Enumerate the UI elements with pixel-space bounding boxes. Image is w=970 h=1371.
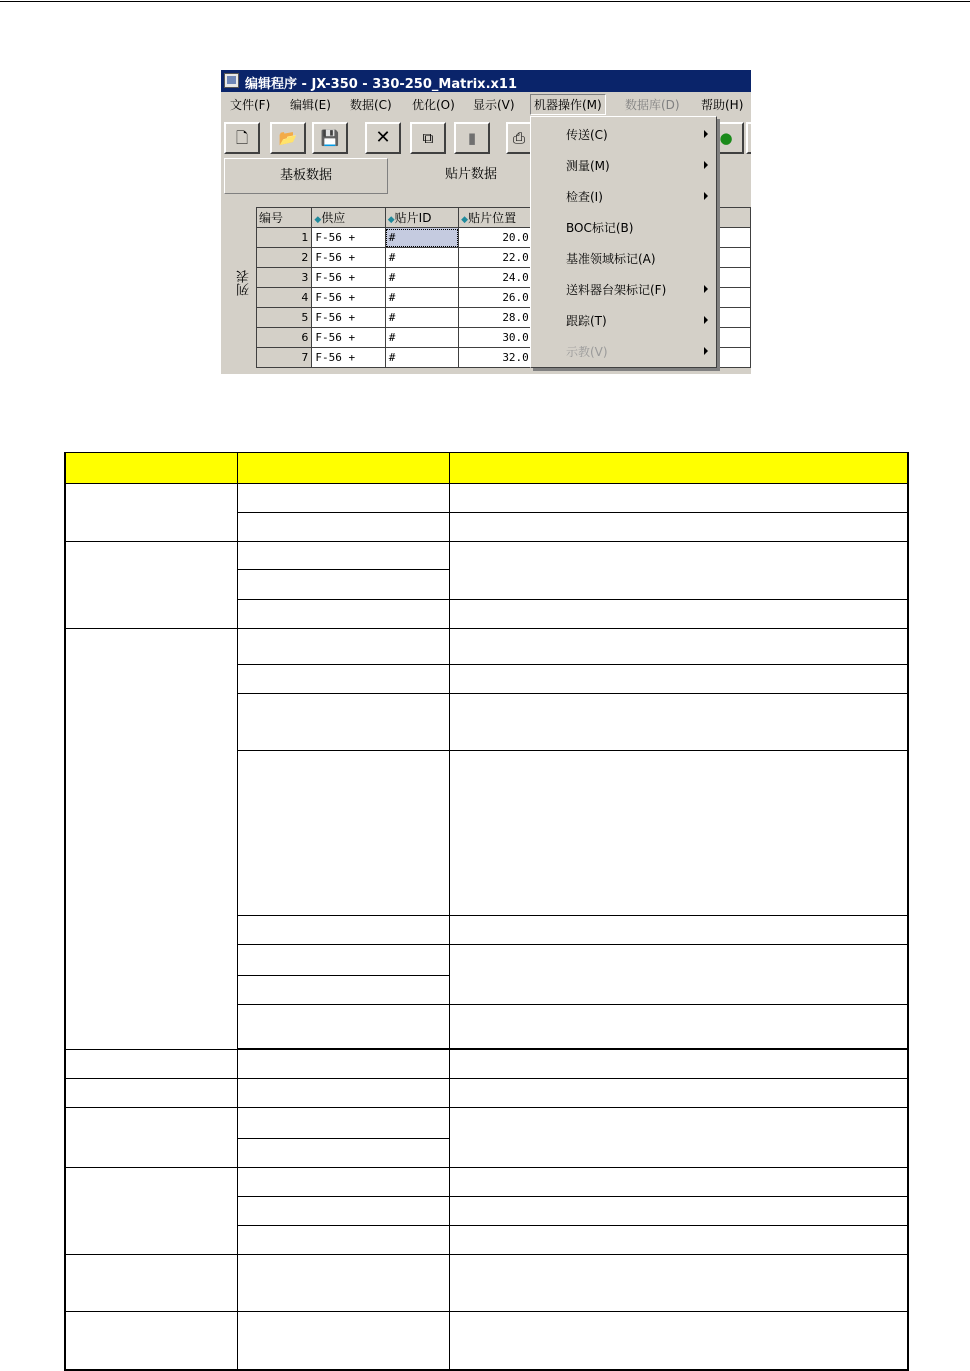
tab-placement-data[interactable]: 贴片数据 [389, 158, 553, 194]
cell-part-id[interactable]: # [385, 228, 458, 248]
spec-cell [237, 1197, 449, 1226]
spec-cell [449, 916, 908, 945]
cell-part-id[interactable]: # [385, 248, 458, 268]
menu-bar [221, 92, 751, 116]
cell-position[interactable]: 32.0 [459, 348, 533, 368]
row-number: 1 [257, 228, 312, 248]
paste-icon: ▮ [467, 129, 477, 147]
row-number: 5 [257, 308, 312, 328]
cell-supply[interactable]: F-56 + [312, 268, 385, 288]
spec-cell [237, 1005, 449, 1049]
spec-cell [449, 1079, 908, 1108]
cell-part-id[interactable]: # [385, 308, 458, 328]
menu-item-teach[interactable]: 示教(V) [566, 345, 608, 359]
menu-data[interactable]: 数据(C) [350, 98, 392, 112]
spec-cell [65, 1079, 237, 1108]
sort-icon: ◆ [387, 215, 395, 225]
spec-cell [237, 751, 449, 916]
menu-item-inspect[interactable]: 检查(I) [566, 190, 603, 204]
cell-supply[interactable]: F-56 + [312, 308, 385, 328]
spec-cell [237, 976, 449, 1005]
spec-header-cell [237, 453, 449, 484]
run-icon: ● [719, 129, 733, 147]
spec-cell [449, 1226, 908, 1255]
cell-part-id[interactable]: # [385, 288, 458, 308]
spec-cell [449, 600, 908, 629]
menu-item-feeder-bank-mark[interactable]: 送料器台架标记(F) [566, 283, 667, 297]
spec-cell [449, 1255, 908, 1312]
spec-cell [65, 484, 237, 542]
spec-cell [237, 1079, 449, 1108]
spec-cell [65, 629, 237, 1050]
spec-cell [449, 1050, 908, 1079]
menu-file[interactable]: 文件(F) [230, 98, 271, 112]
spec-cell [237, 1255, 449, 1312]
menu-item-transfer[interactable]: 传送(C) [566, 128, 608, 142]
spec-cell [65, 1168, 237, 1255]
delete-icon: ✕ [375, 127, 391, 148]
print-button[interactable] [506, 122, 532, 154]
spec-header-cell [65, 453, 237, 484]
column-header-no[interactable]: 编号 [257, 208, 312, 228]
menu-item-boc-mark[interactable]: BOC标记(B) [566, 221, 634, 235]
spec-cell [449, 513, 908, 542]
menu-machine-operation[interactable]: 机器操作(M) [530, 94, 606, 115]
open-button[interactable] [270, 122, 306, 154]
column-header-supply[interactable]: ◆供应 [312, 208, 385, 228]
cell-supply[interactable]: F-56 + [312, 228, 385, 248]
cell-supply[interactable]: F-56 + [312, 348, 385, 368]
cell-position[interactable]: 24.0 [459, 268, 533, 288]
spec-cell [237, 542, 449, 570]
spec-cell [237, 600, 449, 629]
title-bar [221, 70, 751, 92]
cell-position[interactable]: 22.0 [459, 248, 533, 268]
spec-cell [237, 1108, 449, 1139]
save-button[interactable] [312, 122, 348, 154]
spec-cell [237, 484, 449, 513]
menu-view[interactable]: 显示(V) [473, 98, 515, 112]
copy-button[interactable] [410, 122, 446, 154]
submenu-arrow-icon [704, 347, 708, 355]
submenu-arrow-icon [704, 316, 708, 324]
copy-icon: ⧉ [422, 129, 434, 147]
spec-cell [65, 1108, 237, 1168]
column-header-position[interactable]: ◆贴片位置 [459, 208, 533, 228]
new-file-button[interactable] [224, 122, 260, 154]
spec-cell [449, 665, 908, 694]
column-header-part-id[interactable]: ◆贴片ID [385, 208, 458, 228]
sort-icon: ◆ [314, 215, 322, 225]
submenu-arrow-icon [704, 161, 708, 169]
window-title: 编辑程序 - JX-350 - 330-250_Matrix.x11 [245, 77, 517, 92]
spec-cell [237, 694, 449, 751]
paste-button[interactable] [454, 122, 490, 154]
spec-cell [237, 570, 449, 600]
spec-cell [65, 542, 237, 629]
spec-cell [449, 542, 908, 600]
list-side-label: 列表 [237, 270, 252, 296]
open-folder-icon: 📂 [278, 129, 298, 147]
machine-operation-dropdown [530, 116, 717, 368]
new-file-icon: 🗋 [235, 129, 249, 147]
spec-cell [65, 1255, 237, 1312]
spec-cell [237, 1226, 449, 1255]
app-icon [224, 73, 239, 88]
spec-cell [237, 1139, 449, 1168]
cell-part-id[interactable]: # [385, 268, 458, 288]
row-number: 6 [257, 328, 312, 348]
save-icon: 💾 [320, 129, 340, 147]
spec-cell [449, 1108, 908, 1168]
toolbar-overflow-button[interactable] [746, 122, 751, 154]
cell-position[interactable]: 26.0 [459, 288, 533, 308]
menu-database[interactable]: 数据库(D) [625, 98, 680, 112]
spec-cell [449, 945, 908, 1005]
row-number: 4 [257, 288, 312, 308]
spec-cell [449, 1005, 908, 1049]
spec-cell [449, 1312, 908, 1370]
cell-supply[interactable]: F-56 + [312, 328, 385, 348]
row-number: 7 [257, 348, 312, 368]
spec-cell [237, 629, 449, 665]
cell-supply[interactable]: F-56 + [312, 288, 385, 308]
spec-table [64, 452, 909, 1371]
submenu-arrow-icon [704, 130, 708, 138]
spec-cell [65, 1050, 237, 1079]
spec-cell [237, 1168, 449, 1197]
row-number: 2 [257, 248, 312, 268]
spec-cell [449, 694, 908, 751]
menu-help[interactable]: 帮助(H) [701, 98, 744, 112]
cell-position[interactable]: 20.0 [459, 228, 533, 248]
page-top-rule [0, 1, 970, 2]
cell-part-id[interactable]: # [385, 348, 458, 368]
cell-position[interactable]: 28.0 [459, 308, 533, 328]
spec-cell [449, 751, 908, 916]
menu-edit[interactable]: 编辑(E) [290, 98, 331, 112]
submenu-arrow-icon [704, 192, 708, 200]
app-window [221, 70, 751, 374]
cell-part-id[interactable]: # [385, 328, 458, 348]
spec-cell [449, 629, 908, 665]
menu-optimize[interactable]: 优化(O) [412, 98, 455, 112]
spec-header-cell [449, 453, 908, 484]
spec-cell [449, 484, 908, 513]
cell-position[interactable]: 30.0 [459, 328, 533, 348]
spec-cell [237, 1312, 449, 1370]
menu-item-reference-area-mark[interactable]: 基准领域标记(A) [566, 252, 656, 266]
delete-button[interactable] [365, 122, 401, 154]
spec-cell [449, 1197, 908, 1226]
menu-item-measure[interactable]: 测量(M) [566, 159, 610, 173]
sort-icon: ◆ [461, 215, 469, 225]
print-icon: ⎙ [512, 129, 525, 147]
spec-cell [237, 513, 449, 542]
submenu-arrow-icon [704, 285, 708, 293]
spec-cell [449, 1168, 908, 1197]
spec-cell [65, 1312, 237, 1370]
row-number: 3 [257, 268, 312, 288]
menu-item-trace[interactable]: 跟踪(T) [566, 314, 607, 328]
cell-supply[interactable]: F-56 + [312, 248, 385, 268]
tab-board-data[interactable]: 基板数据 [224, 158, 388, 194]
spec-cell [237, 916, 449, 945]
spec-cell [237, 945, 449, 976]
spec-cell [237, 1050, 449, 1079]
spec-cell [237, 665, 449, 694]
